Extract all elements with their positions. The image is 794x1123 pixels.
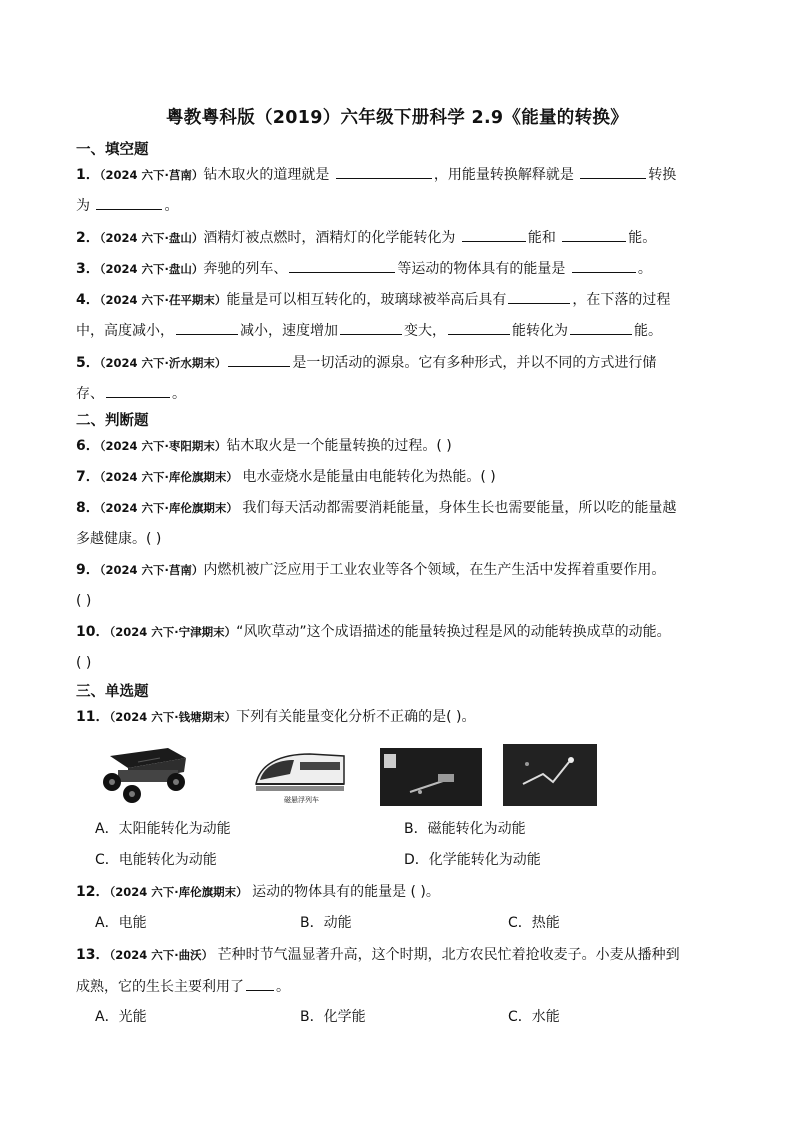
question-8-cont: 多越健康。( ) — [76, 531, 162, 547]
answer-blank[interactable] — [580, 164, 646, 179]
answer-blank[interactable] — [106, 383, 170, 398]
page-title: 粤教粤科版（2019）六年级下册科学 2.9《能量的转换》 — [166, 108, 628, 128]
q12-option-a[interactable]: A．电能 — [95, 915, 147, 931]
answer-blank[interactable] — [572, 258, 636, 273]
q12-option-b[interactable]: B．动能 — [300, 915, 352, 931]
section-heading-choice: 三、单选题 — [76, 684, 149, 700]
maglev-train-image — [250, 744, 346, 806]
answer-blank[interactable] — [340, 320, 402, 335]
question-4-cont: 中，高度减小， 减小，速度增加 变大， 能转化为 能。 — [76, 320, 662, 341]
answer-blank[interactable] — [289, 258, 395, 273]
section-heading-judge: 二、判断题 — [76, 413, 149, 429]
answer-blank[interactable] — [246, 976, 274, 991]
question-7: 7．（2024 六下·库伦旗期末） 电水壶烧水是能量由电能转化为热能。( ) — [76, 469, 496, 485]
maglev-caption: 磁悬浮列车 — [284, 796, 319, 804]
answer-blank[interactable] — [448, 320, 510, 335]
solar-car-image — [98, 742, 190, 804]
q11-option-d[interactable]: D．化学能转化为动能 — [404, 852, 541, 868]
q12-option-c[interactable]: C．热能 — [508, 915, 560, 931]
answer-blank[interactable] — [508, 289, 570, 304]
electric-toy-image — [380, 748, 482, 806]
answer-blank[interactable] — [336, 164, 432, 179]
section-heading-fill: 一、填空题 — [76, 142, 149, 158]
question-12: 12．（2024 六下·库伦旗期末） 运动的物体具有的能量是 ( )。 — [76, 884, 440, 900]
q11-option-c[interactable]: C．电能转化为动能 — [95, 852, 217, 868]
question-11: 11．（2024 六下·钱塘期末）下列有关能量变化分析不正确的是( )。 — [76, 709, 476, 725]
question-4: 4．（2024 六下·茌平期末）能量是可以相互转化的，玻璃球被举高后具有 ，在下落的过程 — [76, 289, 670, 310]
q13-option-b[interactable]: B．化学能 — [300, 1009, 366, 1025]
answer-blank[interactable] — [562, 227, 626, 242]
question-5-cont: 存、 。 — [76, 383, 186, 404]
question-5: 5．（2024 六下·沂水期末） 是一切活动的源泉。它有多种形式，并以不同的方式进行储 — [76, 352, 656, 373]
question-1: 1．（2024 六下·莒南）钻木取火的道理就是 ，用能量转换解释就是 转换 — [76, 164, 676, 185]
answer-blank[interactable] — [96, 195, 162, 210]
q11-option-b[interactable]: B．磁能转化为动能 — [404, 821, 526, 837]
chemical-energy-image — [503, 744, 597, 806]
question-3: 3．（2024 六下·盘山）奔驰的列车、 等运动的物体具有的能量是 。 — [76, 258, 652, 279]
question-10: 10．（2024 六下·宁津期末）“风吹草动”这个成语描述的能量转换过程是风的动能转换成草的动能。 — [76, 624, 671, 640]
answer-blank[interactable] — [570, 320, 632, 335]
q13-option-c[interactable]: C．水能 — [508, 1009, 560, 1025]
answer-blank[interactable] — [228, 352, 290, 367]
question-8: 8．（2024 六下·库伦旗期末） 我们每天活动都需要消耗能量，身体生长也需要能量，所以吃的能量越 — [76, 500, 677, 516]
question-13: 13．（2024 六下·曲沃） 芒种时节气温显著升高，这个时期，北方农民忙着抢收麦子。小麦从播种到 — [76, 947, 680, 963]
answer-blank[interactable] — [462, 227, 526, 242]
q13-option-a[interactable]: A．光能 — [95, 1009, 147, 1025]
question-2: 2．（2024 六下·盘山）酒精灯被点燃时，酒精灯的化学能转化为 能和 能。 — [76, 227, 656, 248]
question-9-cont: ( ) — [76, 593, 92, 609]
question-9: 9．（2024 六下·莒南）内燃机被广泛应用于工业农业等各个领域，在生产生活中发挥着重要作用。 — [76, 562, 666, 578]
question-13-cont: 成熟，它的生长主要利用了 。 — [76, 976, 290, 997]
question-10-cont: ( ) — [76, 655, 92, 671]
q11-option-a[interactable]: A．太阳能转化为动能 — [95, 821, 231, 837]
question-1-cont: 为 。 — [76, 195, 178, 216]
answer-blank[interactable] — [176, 320, 238, 335]
question-6: 6．（2024 六下·枣阳期末）钻木取火是一个能量转换的过程。( ) — [76, 438, 452, 454]
